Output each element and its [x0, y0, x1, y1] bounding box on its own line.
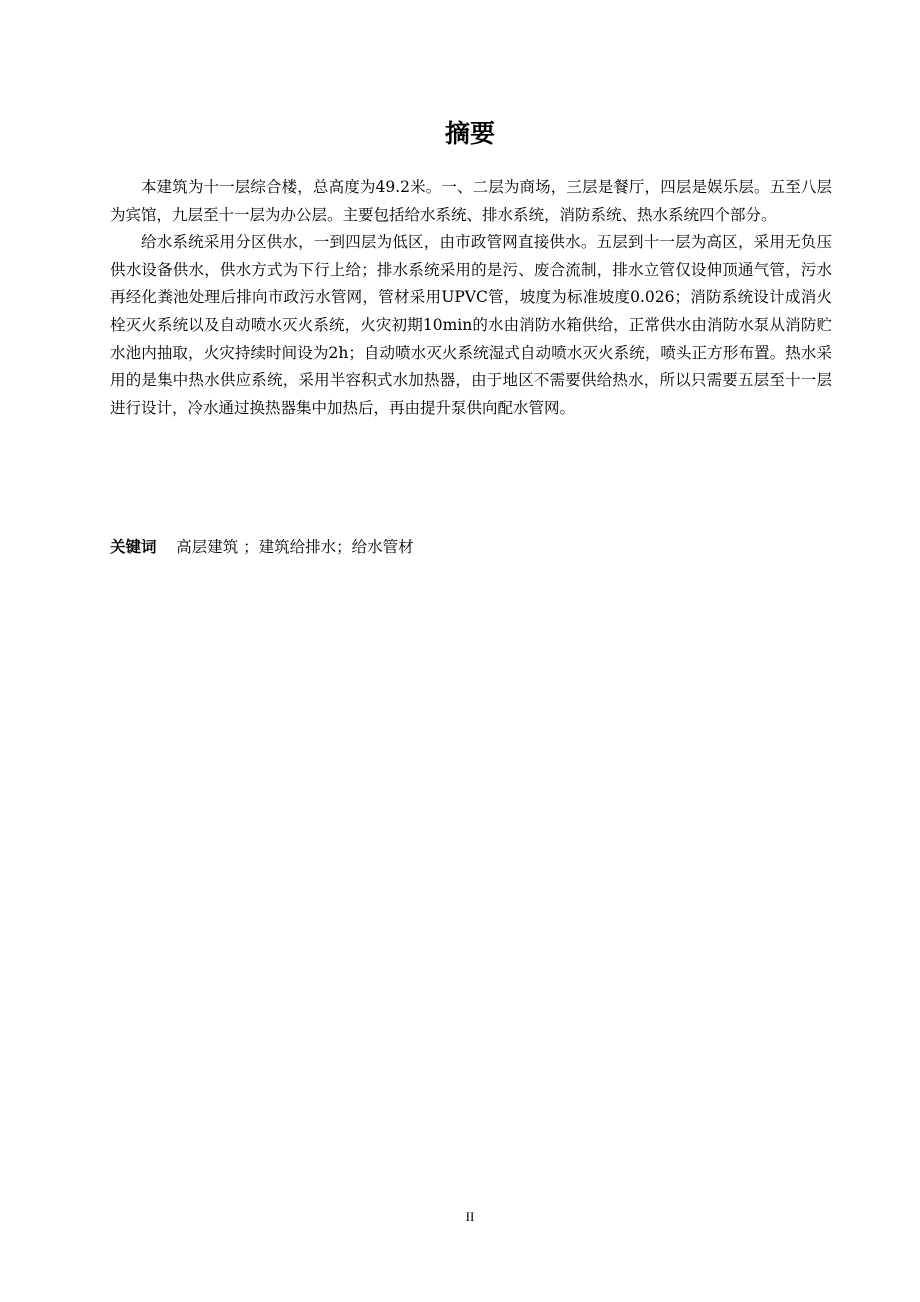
- keywords-separator: [161, 538, 171, 556]
- keywords-label: 关键词: [110, 538, 157, 556]
- keywords-text: 高层建筑 ；建筑给排水；给水管材: [176, 538, 414, 556]
- page-title: 摘要: [444, 119, 495, 148]
- abstract-body: [110, 174, 832, 422]
- abstract-paragraph-2: 给水系统采用分区供水，一到四层为低区，由市政管网直接供水。五层到十一层为高区，采用无负压供水设备供水，供水方式为下行上给；排水系统采用的是污、废合流制，排水立管仅设伸顶通气管，污水再经化粪池处理后排向市政污水管网，管材采用UPVC管，坡度为标准坡度0.026；消防系统设计成消火栓灭火系统以及自动喷水灭火系统，火灾初期10min的水由消防水箱供给，正常供水由消防水泵从消防贮水池内抽取，火灾持续时间设为2h；自动喷水灭火系统湿式自动喷水灭火系统，喷头正方形布置。热水采用的是集中热水供应系统，采用半容积式水加热器，由于地区不需要供给热水，所以只需要五层至十一层进行设计，冷水通过换热器集中加热后，再由提升泵供向配水管网。: [110, 233, 832, 417]
- page-number: II: [465, 1209, 475, 1224]
- keywords-line: [110, 534, 832, 562]
- abstract-paragraph-1: 本建筑为十一层综合楼，总高度为49.2米。一、二层为商场，三层是餐厅，四层是娱乐层。五至八层为宾馆，九层至十一层为办公层。主要包括给水系统、排水系统，消防系统、热水系统四个部分。: [110, 178, 832, 224]
